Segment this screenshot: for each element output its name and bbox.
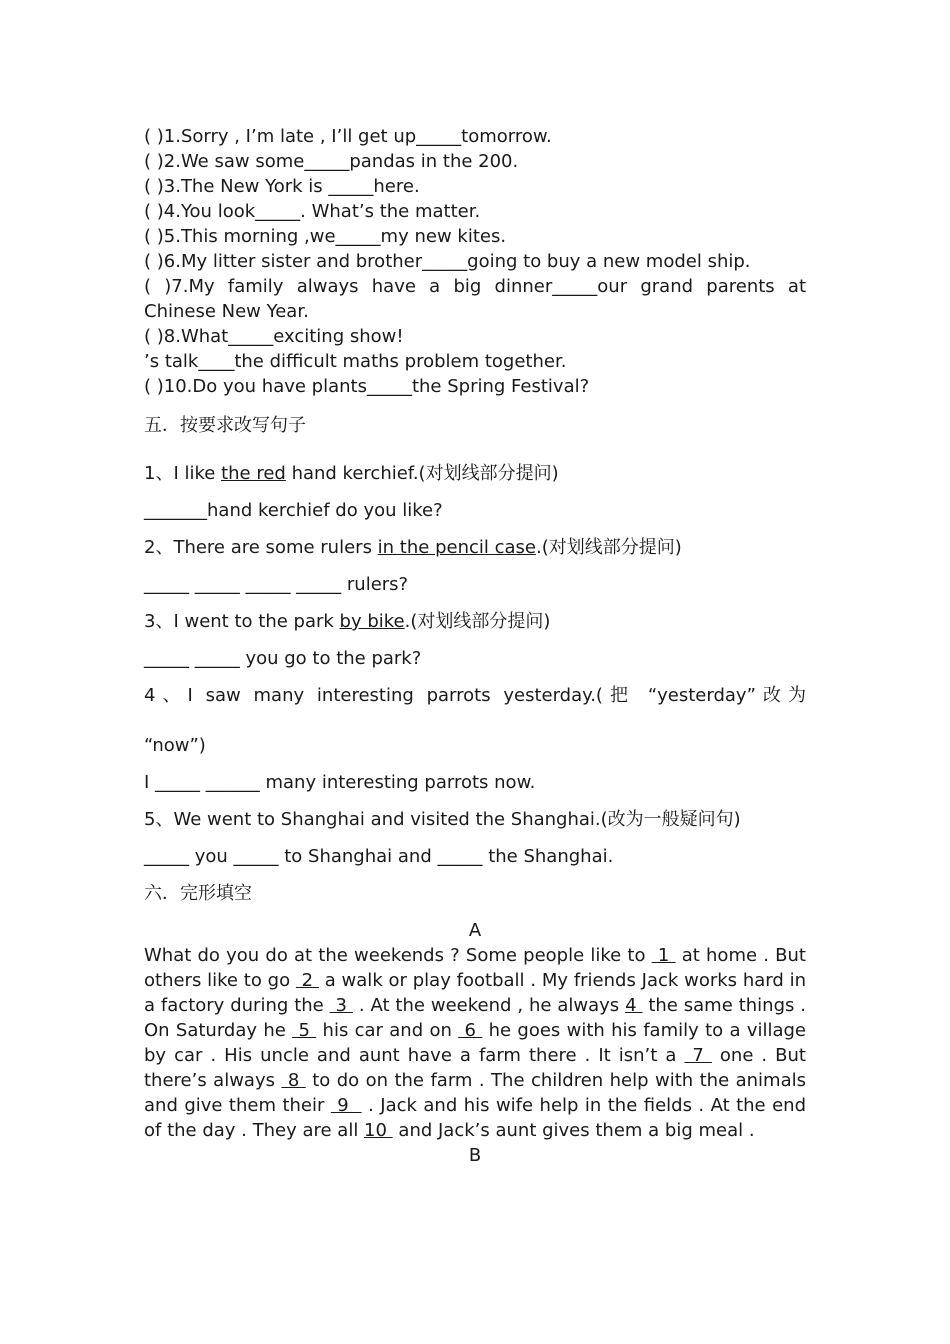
section-6-title: 六．完形填空	[144, 883, 252, 904]
rewrite-item-3	[144, 609, 806, 671]
question-1: ( )1.Sorry , I’m late , I’ll get up_____tomorrow.	[144, 126, 552, 147]
question-list	[144, 124, 806, 399]
passage-text: a walk or play football . My friends Jack works hard in a factory during the	[144, 970, 806, 1016]
prompt-text: .(对划线部分提问)	[404, 611, 551, 632]
cloze-blank: 4	[625, 995, 643, 1016]
prompt-text: hand kerchief.(对划线部分提问)	[285, 463, 559, 484]
rewrite-prompt	[144, 535, 806, 560]
passage-text: one . But there’s always	[144, 1045, 806, 1091]
question-5: ( )5.This morning ,we_____my new kites.	[144, 226, 507, 247]
rewrite-answer: _______hand kerchief do you like?	[144, 500, 443, 521]
rewrite-item-5	[144, 807, 806, 869]
cloze-blank: 3	[329, 995, 353, 1016]
passage-text: his car and on	[316, 1020, 459, 1041]
passage-text: and Jack’s aunt gives them a big meal .	[392, 1120, 755, 1141]
rewrite-item-4	[144, 683, 806, 795]
question-9: ’s talk____the difficult maths problem together.	[144, 351, 567, 372]
question-6: ( )6.My litter sister and brother_____going to buy a new model ship.	[144, 251, 751, 272]
cloze-blank: 10	[364, 1120, 393, 1141]
rewrite-item-1	[144, 461, 806, 523]
prompt-text: 3、I went to the park	[144, 611, 340, 632]
passage-text: he goes with his family to a village by car . His uncle and aunt have a farm there . It isn’t a	[144, 1020, 807, 1066]
rewrite-prompt: 4、I saw many interesting parrots yesterday.(把 “yesterday”改为	[144, 685, 806, 706]
passage-text: at home . But others like to go	[144, 945, 806, 991]
question-10: ( )10.Do you have plants_____the Spring Festival?	[144, 376, 590, 397]
cloze-blank: 8	[281, 1070, 306, 1091]
underlined-text: in the pencil case	[377, 537, 536, 558]
rewrite-prompt	[144, 461, 806, 486]
cloze-blank: 2	[295, 970, 319, 991]
passage-a-label: A	[468, 920, 482, 941]
underlined-text: by bike	[339, 611, 405, 632]
question-3: ( )3.The New York is _____here.	[144, 176, 420, 197]
cloze-blank: 7	[684, 1045, 712, 1066]
cloze-blank: 6	[458, 1020, 483, 1041]
passage-text: the same things . On Saturday he	[144, 995, 806, 1041]
passage-a	[144, 943, 806, 1143]
cloze-blank: 1	[651, 945, 676, 966]
question-7: ( )7.My family always have a big dinner_____our grand parents at Chinese New Year.	[144, 276, 806, 322]
section-5-title: 五．按要求改写句子	[144, 415, 306, 436]
rewrite-answer: I _____ ______ many interesting parrots now.	[144, 772, 536, 793]
prompt-text: .(对划线部分提问)	[535, 537, 682, 558]
rewrite-answer: _____ you _____ to Shanghai and _____ the Shanghai.	[144, 846, 614, 867]
passage-text: What do you do at the weekends ? Some people like to	[144, 945, 652, 966]
rewrite-prompt-continued: “now”)	[144, 735, 206, 756]
passage-text: . Jack and his wife help in the fields . At the end of the day . They are all	[144, 1095, 806, 1141]
document-page	[144, 124, 806, 1168]
rewrite-prompt	[144, 609, 806, 634]
passage-b-label: B	[468, 1145, 482, 1166]
cloze-blank: 5	[292, 1020, 317, 1041]
prompt-text: 1、I like	[144, 463, 222, 484]
prompt-text: 2、There are some rulers	[144, 537, 378, 558]
question-2: ( )2.We saw some_____pandas in the 200.	[144, 151, 519, 172]
passage-text: . At the weekend , he always	[352, 995, 626, 1016]
question-4: ( )4.You look_____. What’s the matter.	[144, 201, 481, 222]
passage-text: to do on the farm . The children help with the animals and give them their	[144, 1070, 806, 1116]
rewrite-answer: _____ _____ _____ _____ rulers?	[144, 574, 409, 595]
rewrite-item-2	[144, 535, 806, 597]
underlined-text: the red	[221, 463, 286, 484]
question-8: ( )8.What_____exciting show!	[144, 326, 404, 347]
rewrite-prompt: 5、We went to Shanghai and visited the Shanghai.(改为一般疑问句)	[144, 809, 741, 830]
rewrite-answer: _____ _____ you go to the park?	[144, 648, 422, 669]
cloze-blank: 9	[330, 1095, 362, 1116]
